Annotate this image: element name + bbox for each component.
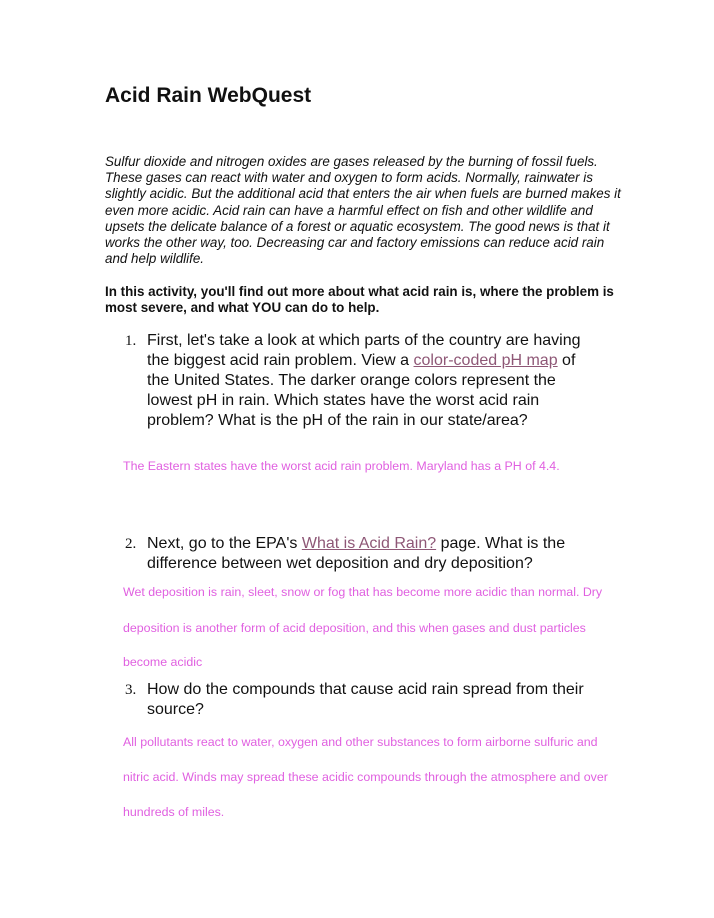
question-text-part: Next, go to the EPA's bbox=[147, 535, 302, 552]
answer-line: Wet deposition is rain, sleet, snow or fog that has become more acidic than normal. Dry bbox=[123, 585, 603, 599]
question-number: 2. bbox=[125, 536, 137, 552]
intro-paragraph: Sulfur dioxide and nitrogen oxides are gases released by the burning of fossil fuels. These gases can react with water and oxygen to form acids. Normally, rainwater is slightly acidic. But the additional acid that enters the air when fuels are burned makes it even more acidic. Acid rain can have a harmful effect on fish and other wildlife and upsets the delicate balance of a forest or aquatic ecosystem. The good news is that it works the other way, too. Decreasing car and factory emissions can reduce acid rain and help wildlife. bbox=[105, 154, 621, 267]
question-text-part: First, let's take a look at which parts of the country are having the biggest acid rain problem. View a bbox=[147, 332, 581, 369]
question-3 bbox=[125, 680, 595, 720]
question-text-part: page. What is the difference between wet deposition and dry deposition? bbox=[147, 535, 566, 572]
what-is-acid-rain-link[interactable]: What is Acid Rain? bbox=[301, 535, 437, 552]
question-text bbox=[147, 534, 595, 574]
answer-line: become acidic bbox=[123, 655, 203, 669]
answer-line: nitric acid. Winds may spread these acidic compounds through the atmosphere and over bbox=[123, 770, 608, 784]
answer-line: All pollutants react to water, oxygen and other substances to form airborne sulfuric and bbox=[123, 735, 598, 749]
page-title: Acid Rain WebQuest bbox=[105, 84, 312, 107]
answer-line: deposition is another form of acid deposition, and this when gases and dust particles bbox=[123, 621, 586, 635]
question-text bbox=[147, 331, 595, 431]
question-1 bbox=[125, 331, 595, 431]
question-text-part: of the United States. The darker orange colors represent the lowest pH in rain. Which states have the worst acid rain problem? What is the pH of the rain in our state/area? bbox=[147, 352, 576, 429]
answer-line: hundreds of miles. bbox=[123, 805, 225, 819]
answer-line: The Eastern states have the worst acid rain problem. Maryland has a PH of 4.4. bbox=[123, 459, 560, 473]
activity-statement: In this activity, you'll find out more about what acid rain is, where the problem is most severe, and what YOU can do to help. bbox=[105, 284, 614, 316]
question-number: 1. bbox=[125, 333, 137, 349]
ph-map-link[interactable]: color-coded pH map bbox=[413, 352, 558, 369]
question-text: How do the compounds that cause acid rain spread from their source? bbox=[147, 681, 584, 718]
question-2 bbox=[125, 534, 595, 574]
question-number: 3. bbox=[125, 682, 137, 698]
